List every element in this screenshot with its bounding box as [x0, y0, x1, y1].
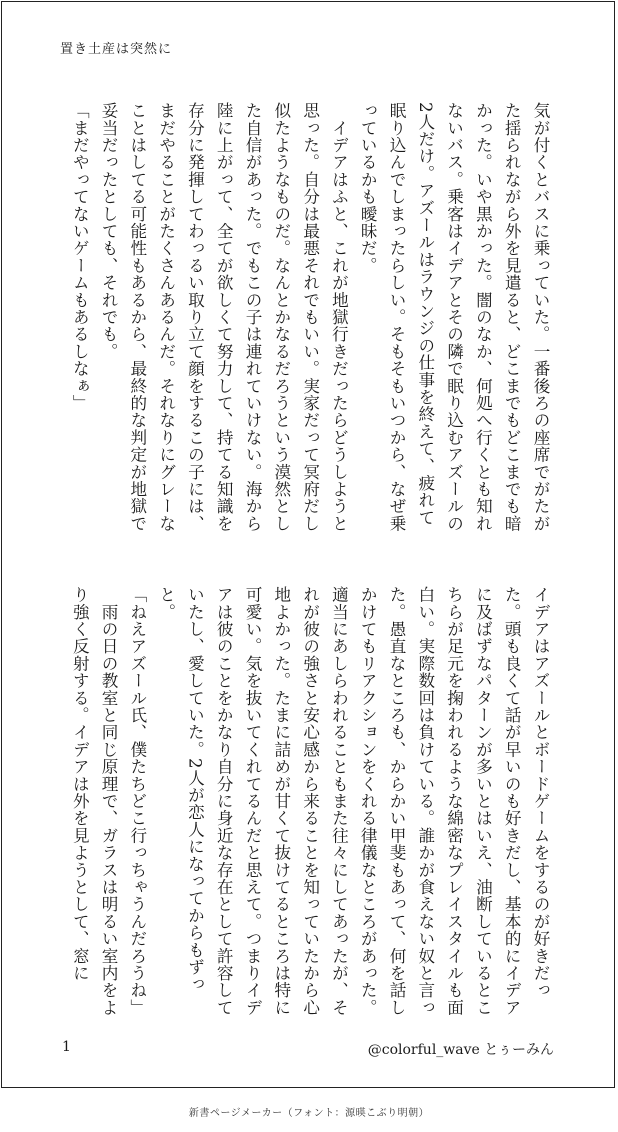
author-credit: @colorful_wave とぅーみん — [367, 1042, 554, 1058]
book-page — [1, 1, 615, 1088]
body-text-top: 気が付くとバスに乗っていた。一番後ろの座席でがたがた揺られながら外を見遣ると、どこまでもどこまでも暗かった。いや黒かった。闇のなか、何処へ行くとも知れないバス。乗客はイデアとその隣で眠り込むアズールの2人だけ。アズールはラウンジの仕事を終えて、疲れて眠り込んでしまったらしい。そもそもいつから、なぜ乗っているかも曖昧だ。 イデアはふと、これが地獄行きだったらどうしようと思った。自分は最悪それでもいい。実家だって冥府だし似たようなものだ。なんとかなるだろうという漠然とした自信があった。でもこの子は連れていけない。海から陸に上がって、全てが欲しくて努力して、持てる知識を存分に発揮してわっるい取り立て顔をするこの子には、まだやることがたくさんあるんだ。それなりにグレーなことはしてる可能性もあるから、最終的な判定が地獄で妥当だったとしても、それでも。 「まだやってないゲームもあるしなぁ」 — [70, 102, 550, 532]
body-text-bottom: イデアはアズールとボードゲームをするのが好きだった。頭も良くて話が早いのも好きだし、基本的にイデアに及ばずなパターンが多いとはいえ、油断しているとこちらが足元を掬われるような綿密なプレイスタイルも面白い。実際数回は負けている。誰かが食えない奴と言った。愚直なところも、からかい甲斐もあって、何を話しかけてもリアクションをくれる律儀なところがあった。適当にあしらわれることもまた往々にしてあったが、それが彼の強さと安心感から来ることを知っていたから心地よかった。たまに詰めが甘くて抜けてるところは特に可愛い。気を抜いてくれてるんだと思えて。つまりイデアは彼のことをかなり自分に身近な存在として許容していたし、愛していた。2人が恋人になってからもずっと。 「ねえアズール氏、僕たちどこ行っちゃうんだろうね」 雨の日の教室と同じ原理で、ガラスは明るい室内をより強く反射する。イデアは外を見ようとして、窓に — [70, 586, 550, 1016]
page-number: 1 — [62, 1039, 71, 1055]
page-title: 置き土産は突然に — [60, 42, 173, 57]
generator-credit: 新書ページメーカー（フォント：源暎こぶり明朝） — [188, 1108, 430, 1119]
